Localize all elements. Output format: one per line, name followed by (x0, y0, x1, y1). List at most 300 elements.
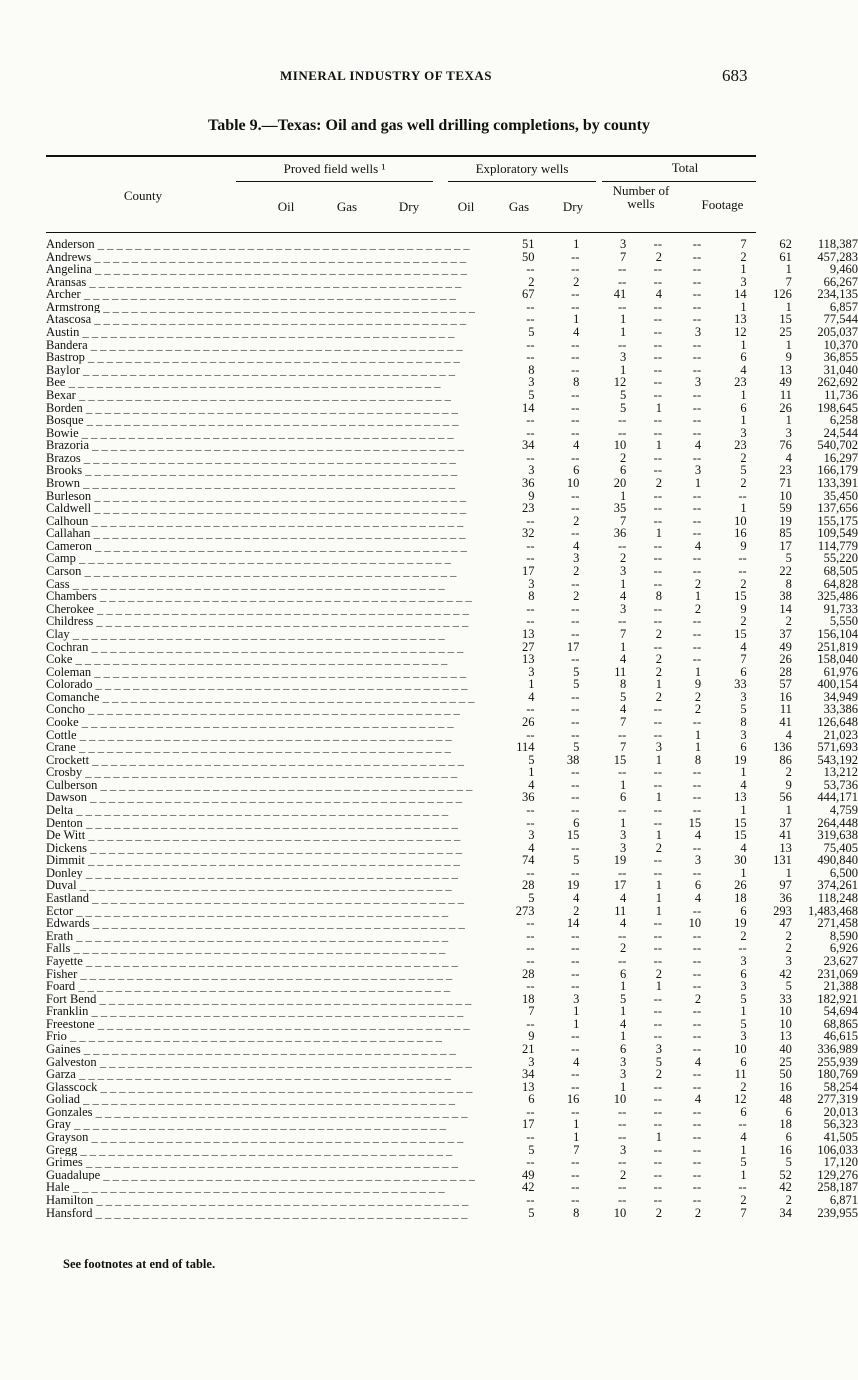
proved-oil-cell: 4 (528, 777, 535, 792)
proved-oil-cell: 36 (522, 475, 535, 490)
total-wells-cell: 76 (779, 438, 792, 453)
total-wells-cell: 5 (785, 551, 792, 566)
proved-oil-cell: -- (526, 1192, 535, 1207)
proved-dry-cell: 4 (620, 652, 627, 667)
exploratory-gas-cell: 4 (694, 1054, 702, 1069)
county-cell (46, 653, 475, 666)
table-row (46, 540, 858, 553)
county-name: Archer (46, 288, 81, 301)
exploratory-oil-cell: -- (653, 916, 662, 931)
proved-gas-cell: 3 (573, 551, 580, 566)
total-wells-cell: 1 (785, 803, 792, 818)
county-name: Dawson (46, 791, 87, 805)
leader-dots: _ _ _ _ _ _ _ _ _ _ _ _ _ _ _ _ _ _ _ _ _ _ _ _ _ _ _ _ _ _ _ _ _ _ _ _ _ _ _ _ (93, 615, 469, 628)
proved-gas-cell: -- (571, 450, 580, 465)
exploratory-gas-cell: 15 (688, 815, 702, 830)
total-footage-cell: 8,590 (829, 928, 858, 943)
leader-dots: _ _ _ _ _ _ _ _ _ _ _ _ _ _ _ _ _ _ _ _ _ _ _ _ _ _ _ _ _ _ _ _ _ _ _ _ _ _ _ _ (78, 426, 454, 440)
exploratory-oil-cell: 2 (655, 966, 662, 981)
proved-oil-cell: -- (526, 337, 535, 352)
total-footage-cell: 126,648 (817, 714, 858, 729)
leader-dots: _ _ _ _ _ _ _ _ _ _ _ _ _ _ _ _ _ _ _ _ _ _ _ _ _ _ _ _ _ _ _ _ _ _ _ _ _ _ _ _ (84, 351, 460, 364)
table-row (46, 754, 858, 767)
leader-dots: _ _ _ _ _ _ _ _ _ _ _ _ _ _ _ _ _ _ _ _ _ _ _ _ _ _ _ _ _ _ _ _ _ _ _ _ _ _ _ _ (69, 627, 445, 641)
table-row (46, 1106, 858, 1119)
total-wells-cell: 16 (779, 1079, 792, 1094)
total-footage-cell: 118,248 (817, 891, 858, 906)
proved-dry-cell: 17 (613, 878, 627, 893)
county-cell (46, 666, 475, 679)
county-cell (46, 729, 475, 742)
total-wells-cell: 5 (785, 979, 792, 994)
exploratory-dry-cell: 1 (740, 765, 747, 780)
proved-oil-cell: 27 (522, 639, 535, 654)
exploratory-gas-cell: -- (692, 1004, 702, 1019)
total-footage-cell: 46,615 (823, 1029, 858, 1044)
county-cell (46, 1169, 475, 1182)
exploratory-dry-cell: 2 (740, 1079, 747, 1094)
proved-oil-cell: 5 (528, 752, 535, 767)
total-footage-cell: 16,297 (823, 450, 858, 465)
county-name: Hamilton (46, 1193, 94, 1207)
county-name: Bee (46, 376, 66, 389)
leader-dots: _ _ _ _ _ _ _ _ _ _ _ _ _ _ _ _ _ _ _ _ _ _ _ _ _ _ _ _ _ _ _ _ _ _ _ _ _ _ _ _ (96, 1055, 472, 1069)
exploratory-dry-cell: 11 (734, 1067, 747, 1082)
table-row (46, 653, 858, 666)
leader-dots: _ _ _ _ _ _ _ _ _ _ _ _ _ _ _ _ _ _ _ _ _ _ _ _ _ _ _ _ _ _ _ _ _ _ _ _ _ _ _ _ (91, 489, 467, 503)
proved-dry-cell: 19 (613, 853, 627, 868)
total-wells-cell: 57 (779, 677, 792, 692)
exploratory-gas-cell: 1 (694, 475, 702, 490)
exploratory-dry-cell: 1 (740, 1167, 747, 1182)
proved-dry-cell: -- (617, 337, 627, 352)
proved-oil-cell: 5 (528, 387, 535, 402)
county-cell (46, 552, 475, 565)
exploratory-dry-cell: 1 (740, 413, 747, 428)
exploratory-gas-cell: -- (692, 274, 702, 289)
exploratory-dry-cell: 1 (740, 337, 747, 352)
county-cell (46, 968, 475, 981)
exploratory-oil-cell: 1 (655, 677, 662, 692)
exploratory-oil-cell: -- (653, 488, 662, 503)
proved-oil-cell: -- (526, 1130, 535, 1145)
table-row (46, 490, 858, 503)
proved-gas-cell: 5 (573, 664, 580, 679)
county-name: Caldwell (46, 502, 92, 515)
proved-oil-cell: 6 (528, 1092, 535, 1107)
county-name: Frio (46, 1030, 67, 1043)
proved-oil-cell: -- (526, 1016, 535, 1031)
table-row (46, 691, 858, 704)
proved-dry-cell: 5 (620, 991, 627, 1006)
proved-dry-cell: 1 (620, 325, 627, 340)
total-wells-cell: 2 (785, 941, 792, 956)
table-row (46, 829, 858, 842)
county-cell (46, 1131, 475, 1144)
county-name: Dickens (46, 841, 87, 855)
leader-dots: _ _ _ _ _ _ _ _ _ _ _ _ _ _ _ _ _ _ _ _ _ _ _ _ _ _ _ _ _ _ _ _ _ _ _ _ _ _ _ _ (69, 1181, 445, 1194)
total-footage-cell: 61,976 (823, 664, 858, 679)
proved-dry-cell: 4 (620, 589, 627, 604)
county-name: Bowie (46, 426, 79, 440)
proved-gas-cell: 1 (573, 237, 580, 251)
total-wells-cell: 136 (773, 740, 792, 755)
leader-dots: _ _ _ _ _ _ _ _ _ _ _ _ _ _ _ _ _ _ _ _ _ _ _ _ _ _ _ _ _ _ _ _ _ _ _ _ _ _ _ _ (73, 929, 449, 943)
county-cell (46, 376, 475, 389)
proved-oil-cell: 14 (522, 400, 535, 415)
total-footage-cell: 336,989 (817, 1042, 858, 1056)
proved-dry-cell: 35 (613, 501, 627, 516)
proved-dry-cell: -- (617, 803, 627, 818)
exploratory-oil-cell: 5 (655, 1054, 662, 1069)
leader-dots: _ _ _ _ _ _ _ _ _ _ _ _ _ _ _ _ _ _ _ _ _ _ _ _ _ _ _ _ _ _ _ _ _ _ _ _ _ _ _ _ (99, 690, 475, 704)
total-footage-cell: 114,779 (817, 538, 858, 553)
county-name: Cameron (46, 539, 92, 553)
proved-dry-cell: 1 (620, 777, 627, 792)
exploratory-dry-cell: 6 (740, 1104, 747, 1119)
proved-oil-cell: -- (526, 450, 535, 465)
total-wells-cell: 10 (779, 1016, 792, 1031)
exploratory-oil-cell: -- (653, 237, 662, 251)
leader-dots: _ _ _ _ _ _ _ _ _ _ _ _ _ _ _ _ _ _ _ _ _ _ _ _ _ _ _ _ _ _ _ _ _ _ _ _ _ _ _ _ (97, 1080, 473, 1094)
total-footage-cell: 264,448 (817, 815, 858, 830)
exploratory-dry-cell: 14 (734, 287, 747, 302)
exploratory-gas-cell: -- (692, 1180, 702, 1195)
county-name: Calhoun (46, 514, 89, 528)
proved-gas-cell: 1 (573, 1004, 580, 1019)
proved-dry-cell: -- (617, 274, 627, 289)
exploratory-gas-cell: -- (692, 903, 702, 918)
total-wells-cell: 49 (779, 375, 792, 390)
exploratory-oil-cell: -- (653, 1029, 662, 1044)
exploratory-gas-cell: -- (692, 362, 702, 377)
table-row (46, 791, 858, 804)
proved-gas-cell: -- (571, 1167, 580, 1182)
exploratory-oil-cell: -- (653, 387, 662, 402)
proved-dry-cell: 3 (620, 350, 627, 365)
proved-dry-cell: 12 (613, 375, 627, 390)
proved-oil-cell: -- (526, 614, 535, 629)
exploratory-oil-cell: 2 (655, 1067, 662, 1082)
county-name: Gregg (46, 1143, 78, 1157)
table-row (46, 993, 858, 1006)
county-cell (46, 1144, 475, 1157)
county-cell (46, 641, 475, 654)
exploratory-dry-cell: 16 (734, 526, 747, 541)
header-exploratory-gas: Gas (508, 199, 530, 214)
total-wells-cell: 42 (779, 966, 792, 981)
proved-dry-cell: -- (617, 928, 627, 943)
proved-gas-cell: -- (571, 1079, 580, 1094)
proved-dry-cell: 7 (620, 626, 627, 641)
exploratory-dry-cell: 7 (740, 237, 747, 251)
county-name: Cottle (46, 728, 77, 742)
total-footage-cell: 231,069 (817, 966, 858, 981)
leader-dots: _ _ _ _ _ _ _ _ _ _ _ _ _ _ _ _ _ _ _ _ _ _ _ _ _ _ _ _ _ _ _ _ _ _ _ _ _ _ _ _ (76, 879, 452, 893)
proved-gas-cell: -- (571, 840, 580, 855)
total-footage-cell: 106,033 (817, 1142, 858, 1157)
proved-dry-cell: 3 (620, 601, 627, 616)
county-cell (46, 1093, 475, 1106)
proved-dry-cell: -- (617, 299, 627, 314)
leader-dots: _ _ _ _ _ _ _ _ _ _ _ _ _ _ _ _ _ _ _ _ _ _ _ _ _ _ _ _ _ _ _ _ _ _ _ _ _ _ _ _ (77, 1143, 453, 1157)
exploratory-dry-cell: 6 (740, 664, 747, 679)
exploratory-oil-cell: -- (653, 299, 662, 314)
proved-dry-cell: -- (617, 1192, 627, 1207)
county-cell (46, 477, 475, 490)
total-footage-cell: 156,104 (817, 626, 858, 641)
proved-gas-cell: -- (571, 299, 580, 314)
exploratory-oil-cell: 3 (655, 1042, 662, 1056)
county-cell (46, 980, 475, 993)
total-wells-cell: 131 (773, 853, 792, 868)
proved-oil-cell: -- (526, 413, 535, 428)
exploratory-gas-cell: 1 (694, 740, 702, 755)
exploratory-dry-cell: -- (738, 1117, 747, 1132)
table-row (46, 502, 858, 515)
leader-dots: _ _ _ _ _ _ _ _ _ _ _ _ _ _ _ _ _ _ _ _ _ _ _ _ _ _ _ _ _ _ _ _ _ _ _ _ _ _ _ _ (89, 917, 465, 930)
exploratory-gas-cell: -- (692, 501, 702, 516)
total-wells-cell: 22 (779, 564, 792, 579)
top-rule (46, 155, 756, 157)
table-row (46, 741, 858, 754)
proved-gas-cell: -- (571, 1067, 580, 1082)
exploratory-gas-cell: 4 (694, 1092, 702, 1107)
total-footage-cell: 56,323 (823, 1117, 858, 1132)
proved-gas-cell: 5 (573, 677, 580, 692)
exploratory-gas-cell: 1 (694, 664, 702, 679)
table-row (46, 1005, 858, 1018)
exploratory-dry-cell: 5 (740, 702, 747, 717)
exploratory-oil-cell: -- (653, 853, 662, 868)
total-footage-cell: 68,505 (823, 564, 858, 579)
proved-gas-cell: 1 (573, 312, 580, 327)
table-row (46, 1169, 858, 1182)
exploratory-oil-cell: 1 (655, 526, 662, 541)
proved-oil-cell: 4 (528, 840, 535, 855)
table-row (46, 389, 858, 402)
exploratory-oil-cell: 1 (655, 891, 662, 906)
exploratory-gas-cell: 4 (694, 538, 702, 553)
county-cell (46, 1018, 475, 1031)
proved-oil-cell: -- (526, 601, 535, 616)
county-name: Borden (46, 401, 83, 415)
exploratory-dry-cell: 2 (740, 450, 747, 465)
total-wells-cell: 15 (779, 312, 792, 327)
total-footage-cell: 400,154 (817, 677, 858, 692)
leader-dots: _ _ _ _ _ _ _ _ _ _ _ _ _ _ _ _ _ _ _ _ _ _ _ _ _ _ _ _ _ _ _ _ _ _ _ _ _ _ _ _ (86, 841, 462, 855)
table-row (46, 552, 858, 565)
proved-oil-cell: -- (526, 513, 535, 528)
exploratory-dry-cell: 4 (740, 362, 747, 377)
county-name: Hansford (46, 1206, 93, 1220)
exploratory-oil-cell: -- (653, 576, 662, 591)
county-cell (46, 238, 475, 251)
exploratory-gas-cell: -- (692, 1155, 702, 1170)
county-name: Brazoria (46, 439, 90, 452)
leader-dots: _ _ _ _ _ _ _ _ _ _ _ _ _ _ _ _ _ _ _ _ _ _ _ _ _ _ _ _ _ _ _ _ _ _ _ _ _ _ _ _ (80, 363, 456, 377)
county-name: Hale (46, 1181, 70, 1194)
exploratory-oil-cell: 3 (655, 740, 662, 755)
leader-dots: _ _ _ _ _ _ _ _ _ _ _ _ _ _ _ _ _ _ _ _ _ _ _ _ _ _ _ _ _ _ _ _ _ _ _ _ _ _ _ _ (82, 401, 458, 415)
proved-gas-cell: 7 (573, 1142, 580, 1157)
exploratory-gas-cell: -- (692, 714, 702, 729)
county-cell (46, 1005, 475, 1018)
exploratory-oil-cell: 1 (655, 400, 662, 415)
county-name: Crosby (46, 766, 83, 779)
total-footage-cell: 543,192 (817, 752, 858, 767)
total-wells-cell: 42 (779, 1180, 792, 1195)
exploratory-dry-cell: 1 (740, 865, 747, 880)
county-cell (46, 628, 475, 641)
exploratory-gas-cell: -- (692, 337, 702, 352)
county-cell (46, 490, 475, 503)
exploratory-gas-cell: -- (692, 551, 702, 566)
proved-gas-cell: 8 (573, 375, 580, 390)
total-wells-cell: 16 (779, 1142, 792, 1157)
exploratory-oil-cell: -- (653, 777, 662, 792)
proved-gas-cell: 4 (573, 538, 580, 553)
exploratory-oil-cell: -- (653, 1192, 662, 1207)
exploratory-dry-cell: 15 (734, 626, 747, 641)
total-wells-cell: 41 (779, 828, 792, 843)
total-footage-cell: 571,693 (817, 740, 858, 755)
leader-dots: _ _ _ _ _ _ _ _ _ _ _ _ _ _ _ _ _ _ _ _ _ _ _ _ _ _ _ _ _ _ _ _ _ _ _ _ _ _ _ _ (73, 904, 449, 918)
total-footage-cell: 10,370 (823, 337, 858, 352)
exploratory-oil-cell: 1 (655, 438, 662, 453)
total-wells-cell: 33 (779, 991, 792, 1006)
proved-gas-cell: -- (571, 387, 580, 402)
table-row (46, 351, 858, 364)
header-exploratory-dry: Dry (562, 199, 584, 214)
county-cell (46, 515, 475, 528)
total-footage-cell: 255,939 (817, 1054, 858, 1069)
exploratory-dry-cell: 2 (740, 475, 747, 490)
proved-oil-cell: -- (526, 425, 535, 440)
proved-dry-cell: 10 (613, 1205, 627, 1220)
proved-oil-cell: -- (526, 702, 535, 717)
total-wells-cell: 25 (779, 325, 792, 340)
county-cell (46, 452, 475, 465)
proved-dry-cell: 4 (620, 891, 627, 906)
proved-gas-cell: -- (571, 790, 580, 805)
leader-dots: _ _ _ _ _ _ _ _ _ _ _ _ _ _ _ _ _ _ _ _ _ _ _ _ _ _ _ _ _ _ _ _ _ _ _ _ _ _ _ _ (97, 778, 473, 792)
exploratory-dry-cell: 23 (734, 438, 747, 453)
proved-oil-cell: 7 (528, 1004, 535, 1019)
exploratory-oil-cell: -- (653, 564, 662, 579)
table-row (46, 641, 858, 654)
total-footage-cell: 277,319 (817, 1092, 858, 1107)
proved-oil-cell: 28 (522, 878, 535, 893)
exploratory-dry-cell: 7 (740, 652, 747, 667)
exploratory-oil-cell: -- (653, 714, 662, 729)
exploratory-dry-cell: 26 (734, 878, 747, 893)
table-row (46, 703, 858, 716)
exploratory-gas-cell: -- (692, 1042, 702, 1056)
leader-dots: _ _ _ _ _ _ _ _ _ _ _ _ _ _ _ _ _ _ _ _ _ _ _ _ _ _ _ _ _ _ _ _ _ _ _ _ _ _ _ _ (82, 1156, 458, 1169)
table-row (46, 1156, 858, 1169)
county-name: Goliad (46, 1093, 81, 1106)
total-footage-cell: 20,013 (823, 1104, 858, 1119)
county-cell (46, 691, 475, 704)
total-footage-cell: 58,254 (823, 1079, 858, 1094)
county-cell (46, 867, 475, 880)
county-name: Denton (46, 816, 83, 830)
exploratory-oil-cell: -- (653, 450, 662, 465)
county-name: Donley (46, 866, 83, 880)
exploratory-oil-cell: -- (653, 803, 662, 818)
total-footage-cell: 258,187 (817, 1180, 858, 1195)
leader-dots: _ _ _ _ _ _ _ _ _ _ _ _ _ _ _ _ _ _ _ _ _ _ _ _ _ _ _ _ _ _ _ _ _ _ _ _ _ _ _ _ (80, 1043, 456, 1056)
proved-oil-cell: -- (526, 262, 535, 277)
header-footage: Footage (701, 197, 744, 212)
county-name: Colorado (46, 678, 93, 691)
proved-dry-cell: 15 (613, 752, 627, 767)
leader-dots: _ _ _ _ _ _ _ _ _ _ _ _ _ _ _ _ _ _ _ _ _ _ _ _ _ _ _ _ _ _ _ _ _ _ _ _ _ _ _ _ (86, 791, 462, 805)
proved-dry-cell: 3 (620, 564, 627, 579)
exploratory-oil-cell: -- (653, 1079, 662, 1094)
table-row (46, 376, 858, 389)
exploratory-oil-cell: 1 (655, 752, 662, 767)
leader-dots: _ _ _ _ _ _ _ _ _ _ _ _ _ _ _ _ _ _ _ _ _ _ _ _ _ _ _ _ _ _ _ _ _ _ _ _ _ _ _ _ (91, 502, 467, 515)
proved-oil-cell: 3 (528, 664, 535, 679)
leader-dots: _ _ _ _ _ _ _ _ _ _ _ _ _ _ _ _ _ _ _ _ _ _ _ _ _ _ _ _ _ _ _ _ _ _ _ _ _ _ _ _ (80, 1093, 456, 1106)
exploratory-oil-cell: 2 (655, 249, 662, 264)
exploratory-gas-cell: 8 (694, 752, 702, 767)
proved-oil-cell: -- (526, 312, 535, 327)
total-footage-cell: 158,040 (817, 652, 858, 667)
proved-dry-cell: 1 (620, 488, 627, 503)
proved-gas-cell: 2 (573, 903, 580, 918)
total-wells-cell: 1 (785, 865, 792, 880)
leader-dots: _ _ _ _ _ _ _ _ _ _ _ _ _ _ _ _ _ _ _ _ _ _ _ _ _ _ _ _ _ _ _ _ _ _ _ _ _ _ _ _ (75, 552, 451, 566)
header-exploratory-oil: Oil (457, 199, 475, 214)
proved-gas-cell: -- (571, 400, 580, 415)
header-proved-oil: Oil (277, 199, 295, 214)
table-row (46, 1181, 858, 1194)
proved-oil-cell: 2 (528, 274, 535, 289)
proved-dry-cell: 1 (620, 1029, 627, 1044)
leader-dots: _ _ _ _ _ _ _ _ _ _ _ _ _ _ _ _ _ _ _ _ _ _ _ _ _ _ _ _ _ _ _ _ _ _ _ _ _ _ _ _ (88, 640, 464, 654)
county-name: Gonzales (46, 1105, 93, 1119)
county-cell (46, 402, 475, 415)
proved-dry-cell: 2 (620, 450, 627, 465)
proved-gas-cell: 4 (573, 438, 580, 453)
proved-oil-cell: 8 (528, 589, 535, 604)
proved-gas-cell: -- (571, 287, 580, 302)
county-name: Brazos (46, 451, 81, 465)
proved-oil-cell: 42 (522, 1180, 535, 1195)
proved-gas-cell: -- (571, 765, 580, 780)
leader-dots: _ _ _ _ _ _ _ _ _ _ _ _ _ _ _ _ _ _ _ _ _ _ _ _ _ _ _ _ _ _ _ _ _ _ _ _ _ _ _ _ (91, 263, 467, 276)
exploratory-oil-cell: -- (653, 274, 662, 289)
table-row (46, 678, 858, 691)
total-wells-cell: 37 (779, 815, 792, 830)
table-row (46, 955, 858, 968)
proved-oil-cell: 3 (528, 463, 535, 478)
exploratory-gas-cell: -- (692, 1067, 702, 1082)
leader-dots: _ _ _ _ _ _ _ _ _ _ _ _ _ _ _ _ _ _ _ _ _ _ _ _ _ _ _ _ _ _ _ _ _ _ _ _ _ _ _ _ (82, 464, 458, 477)
total-wells-cell: 1 (785, 413, 792, 428)
exploratory-gas-cell: -- (692, 979, 702, 994)
total-footage-cell: 21,388 (823, 979, 858, 994)
county-name: Callahan (46, 527, 91, 540)
exploratory-oil-cell: -- (653, 312, 662, 327)
county-cell (46, 276, 475, 289)
proved-dry-cell: 6 (620, 790, 627, 805)
exploratory-gas-cell: -- (692, 928, 702, 943)
exploratory-oil-cell: -- (653, 928, 662, 943)
